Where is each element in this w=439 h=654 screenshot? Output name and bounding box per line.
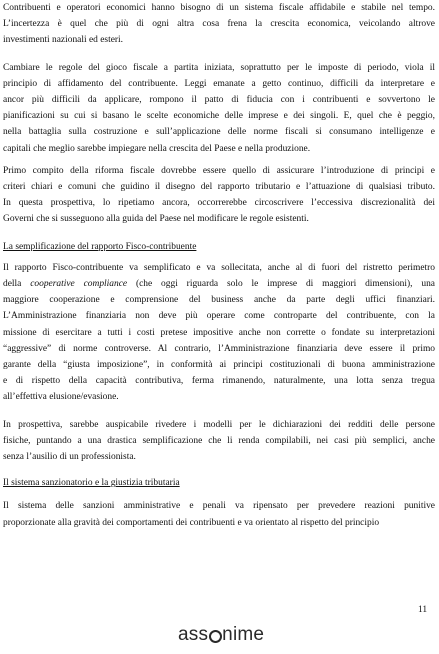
section-heading-sanctions: Il sistema sanzionatorio e la giustizia tributaria bbox=[3, 478, 180, 489]
assonime-logo bbox=[178, 624, 264, 646]
page-number: 11 bbox=[418, 605, 428, 615]
text-line: maggiore cooperazione e comprensione del business anche da parte degli uffici finanziari. bbox=[3, 295, 435, 306]
text-line: Primo compito della riforma fiscale dovrebbe essere quello di assicurare l’introduzione di principi e bbox=[3, 165, 435, 176]
text-line: criteri chiari e comuni che guidino il disegno del rapporto tributario e l’attuazione di qualsiasi tributo. bbox=[3, 182, 435, 193]
body-section-3 bbox=[3, 498, 435, 538]
text-line: L’Amministrazione finanziaria non deve più operare come controparte del contribuente, con la bbox=[3, 311, 435, 322]
text-line: Il sistema delle sanzioni amministrative e penali va ripensato per prevedere reazioni punitive bbox=[3, 501, 435, 512]
text-line: In prospettiva, sarebbe auspicabile rivedere i modelli per le dichiarazioni dei redditi delle persone bbox=[3, 419, 435, 430]
section-heading-simplification: La semplificazione del rapporto Fisco-contribuente bbox=[3, 241, 197, 252]
paragraph-p6 bbox=[3, 498, 435, 530]
paragraph-p3 bbox=[3, 163, 435, 228]
text-line: In questa prospettiva, lo ripetiamo ancora, occorrerebbe circoscrivere l’eccessiva discrezionalità dei bbox=[3, 198, 435, 209]
document-page bbox=[3, 0, 435, 539]
text-line: “aggressive” di norme controverse. Al contrario, l’Amministrazione finanziaria deve essere il primo bbox=[3, 343, 435, 354]
logo-text-right: nime bbox=[222, 624, 265, 645]
text-line: Cambiare le regole del gioco fiscale a partita iniziata, soprattutto per le imposte di periodo, viola il bbox=[3, 62, 435, 73]
logo-ring-icon bbox=[209, 630, 222, 643]
body-section-2 bbox=[3, 260, 435, 473]
text-line: investimenti nazionali ed esteri. bbox=[3, 35, 124, 46]
paragraph-p2 bbox=[3, 60, 435, 157]
text-line: missione di esercitare a tutti i costi pretese impositive anche non corrette o fondate su interpretazioni bbox=[3, 327, 435, 338]
text-line: proporzionate alla gravità dei comportamenti dei contribuenti e va orientato al rispetto del principio bbox=[3, 517, 380, 528]
text-line: pianificazioni su cui si basano le scelte economiche delle imprese e dei singoli. E, quel che è peggio, bbox=[3, 111, 435, 122]
body-section-1 bbox=[3, 0, 435, 236]
text-line: senza l’ausilio di un professionista. bbox=[3, 452, 136, 463]
text-line: garante della “giusta imposizione”, in conformità ai principi costituzionali di buona amministrazione bbox=[3, 360, 435, 371]
logo-text-left: ass bbox=[178, 624, 209, 645]
text-line: principio di affidamento del contribuente. Leggi emanate a getto continuo, difficili da interpretare e bbox=[3, 78, 435, 89]
text-line: della cooperative compliance (che oggi riguarda solo le imprese di maggiori dimensioni), una bbox=[3, 279, 435, 290]
text-line: capitali che meglio sarebbe impiegare nella crescita del Paese e nella produzione. bbox=[3, 143, 311, 154]
text-line: Contribuenti e operatori economici hanno bisogno di un sistema fiscale affidabile e stabile nel tempo. bbox=[3, 3, 435, 13]
text-line: nella battaglia sulla costruzione e sull’applicazione delle norme fiscali si consumano intelligenze e bbox=[3, 127, 435, 138]
text-line: ancor più difficili da applicare, rompono il patto di fiducia con i contribuenti e sovvertono le bbox=[3, 95, 435, 106]
text-line: Il rapporto Fisco-contribuente va semplificato e va sollecitata, anche al di fuori del ristretto perimetro bbox=[3, 262, 435, 273]
paragraph-p1 bbox=[3, 0, 435, 49]
text-line: all’effettiva elusione/evasione. bbox=[3, 392, 119, 403]
paragraph-p4 bbox=[3, 260, 435, 406]
text-line: fisiche, puntando a una drastica semplificazione che li renda compilabili, nei casi più semplici, anche bbox=[3, 435, 435, 446]
text-line: Governi che si susseguono alla guida del Paese nel modificare le regole esistenti. bbox=[3, 214, 309, 225]
paragraph-p5 bbox=[3, 417, 435, 466]
text-line: L’incertezza è quel che più di ogni altra cosa frena la crescita economica, veicolando altrove bbox=[3, 19, 435, 30]
text-line: e di rispetto della capacità contributiva, ferma rimanendo, naturalmente, una lotta senza tregua bbox=[3, 376, 435, 387]
